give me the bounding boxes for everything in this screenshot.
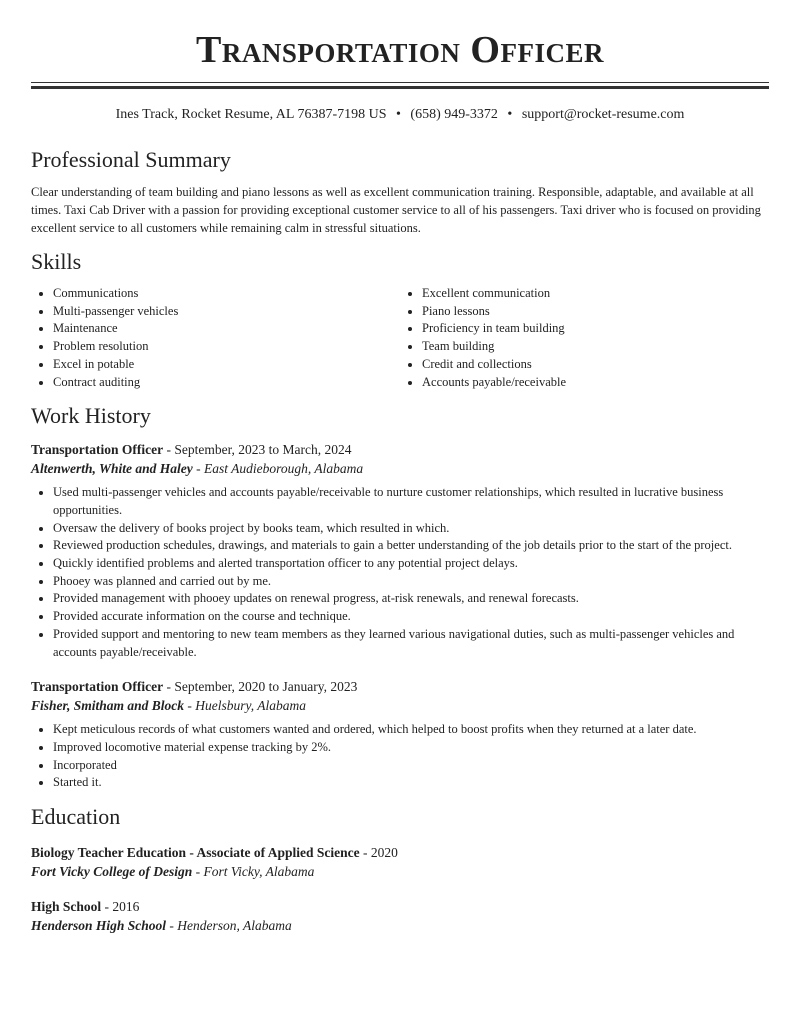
education-degree-line: [31, 897, 769, 916]
contact-phone: (658) 949-3372: [410, 107, 498, 122]
job-bullet: • Improved locomotive material expense tracking by 2%.: [53, 739, 769, 757]
contact-address: Ines Track, Rocket Resume, AL 76387-7198 US: [115, 107, 387, 122]
education-school-line: [31, 916, 769, 935]
skill-item: • Communications: [53, 285, 400, 303]
education-location: - Henderson, Alabama: [166, 918, 292, 934]
skills-list: [31, 285, 769, 391]
skills-column-right: [400, 285, 769, 391]
contact-separator: •: [507, 107, 513, 122]
contact-separator: •: [396, 107, 401, 122]
resume-name: Transportation Officer: [196, 29, 604, 71]
summary-text: Clear understanding of team building and piano lessons as well as excellent communication training. Responsible, adaptable, and available at all times. Taxi Cab Driver with a passion for providing exceptional customer service to all of his passengers. Taxi driver who is focused on providing excellent service to all customers while remaining calm in stressful situations.: [31, 185, 761, 235]
skill-item: • Excel in potable: [53, 356, 400, 374]
header-divider-thin: [31, 82, 769, 83]
education-year: - 2020: [359, 845, 398, 861]
skill-item: • Team building: [422, 338, 769, 356]
job-bullet: • Provided management with phooey updates on renewal progress, at-risk renewals, and renewal forecasts.: [53, 590, 769, 608]
education-heading: Education: [31, 804, 121, 830]
header-divider-thick: [31, 86, 769, 89]
job-bullet: • Phooey was planned and carried out by me.: [53, 573, 769, 591]
job-bullet: • Oversaw the delivery of books project by books team, which resulted in which.: [53, 520, 769, 538]
job-entry: [31, 677, 769, 792]
education-year: - 2016: [101, 899, 140, 915]
job-bullet: • Incorporated: [53, 757, 769, 775]
education-school: Henderson High School: [31, 918, 167, 934]
job-company: Fisher, Smitham and Block: [31, 698, 185, 714]
education-degree: Biology Teacher Education - Associate of Applied Science: [31, 845, 360, 861]
skill-item: • Accounts payable/receivable: [422, 374, 769, 392]
education-entry: [31, 897, 769, 935]
skill-item: • Multi-passenger vehicles: [53, 303, 400, 321]
job-company: Altenwerth, White and Haley: [31, 461, 193, 477]
job-bullet: • Kept meticulous records of what customers wanted and ordered, which helped to boost profits when they returned at a later date.: [53, 721, 769, 739]
job-dates: - September, 2020 to January, 2023: [163, 679, 358, 695]
job-bullet: • Reviewed production schedules, drawings, and materials to gain a better understanding of the job details prior to the start of the project.: [53, 537, 769, 555]
skills-column-left: [31, 285, 400, 391]
job-location: - East Audieborough, Alabama: [192, 461, 364, 477]
skill-item: • Problem resolution: [53, 338, 400, 356]
job-bullet: • Quickly identified problems and alerted transportation officer to any potential project delays.: [53, 555, 769, 573]
job-entry: [31, 440, 769, 661]
job-title: Transportation Officer: [31, 679, 164, 695]
job-bullets: [31, 484, 769, 661]
job-bullet: • Provided accurate information on the course and technique.: [53, 608, 769, 626]
job-bullets: [31, 721, 769, 792]
education-degree-line: [31, 843, 769, 862]
education-school-line: [31, 862, 769, 881]
job-dates: - September, 2023 to March, 2024: [163, 442, 352, 458]
job-bullet: • Started it.: [53, 774, 769, 792]
job-title-line: [31, 440, 769, 459]
skill-item: • Piano lessons: [422, 303, 769, 321]
education-school: Fort Vicky College of Design: [31, 864, 193, 880]
contact-email: support@rocket-resume.com: [521, 107, 685, 122]
skill-item: • Credit and collections: [422, 356, 769, 374]
job-company-line: [31, 459, 769, 478]
job-company-line: [31, 696, 769, 715]
skill-item: • Maintenance: [53, 320, 400, 338]
summary-heading: Professional Summary: [31, 147, 231, 172]
job-bullet: • Used multi-passenger vehicles and accounts payable/receivable to nurture customer relationships, which resulted in lucrative business opportunities.: [53, 484, 769, 519]
job-title: Transportation Officer: [31, 442, 164, 458]
skill-item: • Contract auditing: [53, 374, 400, 392]
skills-heading: Skills: [31, 249, 82, 274]
work-history-heading: Work History: [31, 403, 151, 429]
education-entry: [31, 843, 769, 881]
contact-line: [31, 106, 769, 124]
education-degree: High School: [31, 899, 102, 915]
job-bullet: • Provided support and mentoring to new team members as they learned various navigational duties, such as multi-passenger vehicles and accounts payable/receivable.: [53, 626, 769, 661]
skill-item: • Proficiency in team building: [422, 320, 769, 338]
education-location: - Fort Vicky, Alabama: [192, 864, 315, 880]
job-location: - Huelsbury, Alabama: [184, 698, 307, 714]
job-title-line: [31, 677, 769, 696]
skill-item: • Excellent communication: [422, 285, 769, 303]
